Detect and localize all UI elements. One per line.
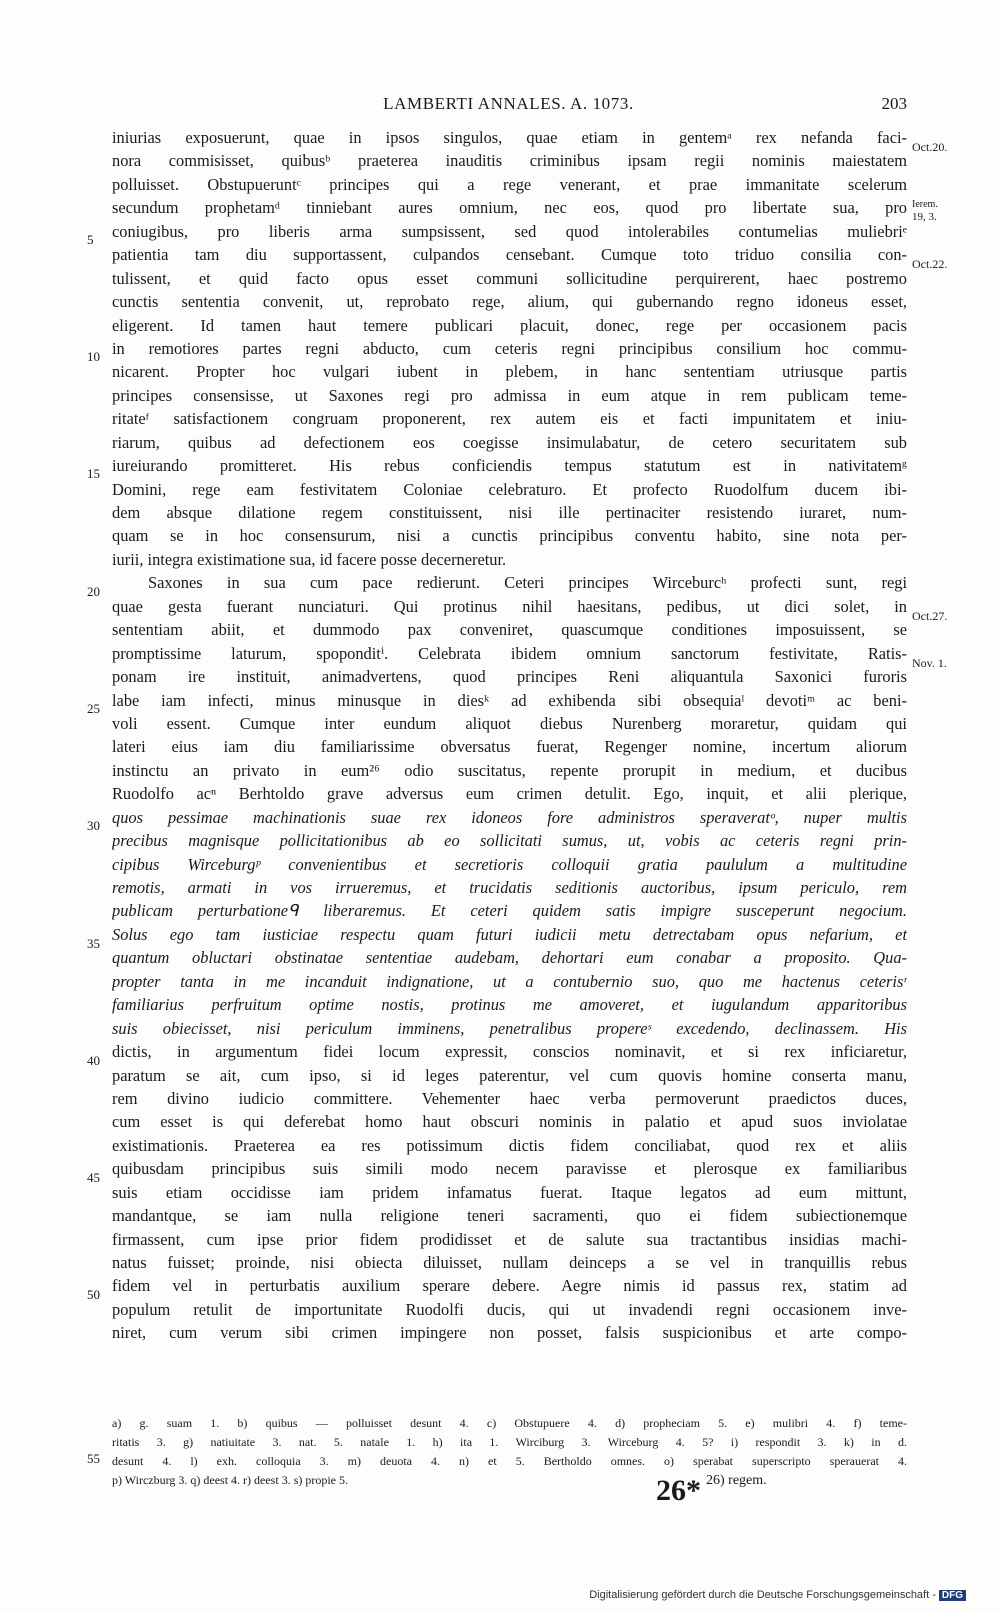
text-line: polluisset. Obstupueruntᶜ principes qui a rege venerant, et prae immanitate scelerum [112,174,907,194]
text-line: lateri eius iam diu familiarissime obversatus fuerat, Regenger nomine, incertum aliorum [112,737,907,757]
footnote-26: 26) regem. [706,1473,767,1488]
line-number: 40 [87,1053,100,1068]
line-number: 50 [87,1287,100,1302]
text-line: sententiam abiit, et dummodo pax conveniret, quascumque conditiones imposuissent, se [112,620,907,640]
text-line: labe iam infecti, minus minusque in diesᵏ ad exhibenda sibi obsequiaˡ devotiᵐ ac beni- [112,690,907,710]
footnote-line: ritatis 3. g) natiuitate 3. nat. 5. natale 1. h) ita 1. Wirciburg 3. Wirceburg 4. 5? i) respondit 3. k) in d. [112,1435,907,1449]
text-line: propter tanta in me incanduit indignatione, ut a contubernio suo, quo me hactenus ceterisʳ [112,971,907,991]
line-number: 20 [87,584,100,599]
text-line: suis etiam occidisse iam pridem infamatus fuerat. Itaque legatos ad eum mittunt, [112,1182,907,1202]
text-line: familiarius perfruitum optime nostis, protinus me amoveret, et iugulandum apparitoribus [112,995,907,1015]
line-number: 55 [87,1451,100,1466]
line-number: 30 [87,818,100,833]
text-line: quibusdam principibus suis simili modo necem paravisse et plerosque ex familiaribus [112,1159,907,1179]
text-line: cunctis sententia convenit, ut, reprobato rege, alium, qui gubernando regno idoneus esset, [112,292,907,312]
margin-date: Oct.20. [912,140,948,154]
text-line: dictis, in argumentum fidei locum expressit, conscios nominavit, et si rex inficiaretur, [112,1042,907,1062]
text-line: voli essent. Cumque inter eundum aliquot diebus Nurenberg moraretur, quidam qui [112,713,907,733]
text-line: Solus ego tam iusticiae respectu quam futuri iudicii metu detrectabam opus nefarium, et [112,924,907,944]
margin-date: Nov. 1. [912,656,947,670]
text-line: publicam perturbationeᑫ liberaremus. Et ceteri quidem satis impigre susceperunt negocium. [112,901,907,921]
text-line: suis obiecisset, nisi periculum imminens, penetralibus propereˢ excedendo, declinassem. His [112,1018,907,1038]
text-line: nicarent. Propter hoc vulgari iubent in plebem, in hanc sententiam utriusque partis [112,362,907,382]
credit-text: Digitalisierung gefördert durch die Deutsche Forschungsgemeinschaft - [589,1589,936,1601]
text-line: principes consensisse, ut Saxones regi pro admissa in eum atque in rem publicam teme- [112,385,907,405]
digitization-credit [589,1589,966,1601]
dfg-logo: DFG [939,1590,966,1601]
text-line: ponam ire instituit, animadvertens, quod principes Reni aliquantula Saxonici furoris [112,667,907,687]
text-line: eligerent. Id tamen haut temere publicari placuit, donec, rege per occasionem pacis [112,315,907,335]
line-number: 45 [87,1170,100,1185]
text-line: promptissime laturum, spoponditⁱ. Celebrata ibidem omnium sanctorum festivitate, Ratis- [112,643,907,663]
line-number: 25 [87,701,100,716]
text-line: quae gesta fuerant nunciaturi. Qui protinus nihil haesitans, pedibus, ut dici solet, in [112,596,907,616]
text-line: instinctu an privato in eum²⁶ odio suscitatus, repente prorupit in medium, et ducibus [112,760,907,780]
text-line: cum esset is qui deferebat homo haut obscuri nominis in palatio et apud suos inviolatae [112,1112,907,1132]
line-number: 5 [87,232,94,247]
running-title: LAMBERTI ANNALES. A. 1073. [383,94,634,113]
page-number: 203 [881,94,907,113]
footnote-line: desunt 4. l) exh. colloquia 3. m) deuota 4. n) et 5. Bertholdo omnes. o) sperabat superscripto sperauerat 4. [112,1454,907,1468]
text-line: ritateᶠ satisfactionem congruam proponerent, rex autem eis et facti impunitatem et iniu- [112,409,907,429]
running-header [110,94,907,118]
text-line: populum retulit de importunitate Ruodolfi ducis, qui ut invadendi regni occasionem inve- [112,1299,907,1319]
text-line: cipibus Wirceburgᵖ convenientibus et secretioris colloquii gratia paululum a multitudine [112,854,907,874]
footnotes [112,1414,907,1490]
main-text [112,126,907,1345]
text-line: coniugibus, pro liberis arma sumpsissent, sed quod intolerabiles contumelias muliebriᵉ [112,221,907,241]
text-line: precibus magnisque pollicitationibus ab eo sollicitati sumus, ut, vobis ac ceteris regni prin- [112,831,907,851]
text-line: patientia tam diu supportassent, culpandos censebant. Cumque toto triduo consilia con- [112,245,907,265]
signature-mark: 26* [656,1474,701,1507]
margin-date: Oct.27. [912,609,948,623]
text-line: rem divino iudicio committere. Vehementer haec verba permoverunt praedictos duces, [112,1088,907,1108]
line-number: 10 [87,349,100,364]
text-line: Ruodolfo acⁿ Berhtoldo grave adversus eum crimen detulit. Ego, inquit, et alii plerique, [112,784,907,804]
text-line: riarum, quibus ad defectionem eos coegisse insimulabatur, de cetero securitatem sub [112,432,907,452]
text-line: quos pessimae machinationis suae rex idoneos fore administros speraveratᵒ, nuper multis [112,807,907,827]
text-line: natus fuisset; proinde, nisi obiecta diluisset, nullam deinceps a se vel in tranquillis rebus [112,1253,907,1272]
text-line: quantum obluctari obstinatae sententiae audebam, dehortari eum conabar a proposito. Qua- [112,948,907,968]
text-line: in remotiores partes regni abducto, cum ceteris regni principibus consilium hoc commu- [112,338,907,358]
margin-date: Oct.22. [912,257,948,271]
text-line: niret, cum verum sibi crimen impingere non posset, falsis suspicionibus et arte compo- [112,1323,907,1343]
footnote-line: p) Wirczburg 3. q) deest 4. r) deest 3. s) propie 5. [112,1473,349,1487]
text-line: iureiurando promitteret. His rebus conficiendis tempus statutum est in nativitatemᵍ [112,456,907,476]
text-line: dem absque dilatione regem constituissent, nisi ille pertinaciter resistendo iuraret, num- [112,503,907,522]
text-line: mandantque, se iam nulla religione teneri sacramenti, quo ei fidem subiectionemque [112,1206,907,1226]
text-line: secundum prophetamᵈ tinniebant aures omnium, nec eos, quod pro libertate sua, pro [112,198,907,218]
margin-reference: 19, 3. [912,211,937,223]
text-line: nora commisisset, quibusᵇ praeterea inauditis criminibus ipsam regii nominis maiestatem [112,151,907,171]
text-line: quam se in hoc consensurum, nisi a cunctis principibus conventu habito, sine nota per- [112,526,907,546]
text-line: iniurias exposuerunt, quae in ipsos singulos, quae etiam in gentemᵃ rex nefanda faci- [112,128,907,147]
margin-reference: Ierem. [912,199,938,210]
text-line: fidem vel in perturbatis auxilium sperare debere. Aegre nimis id passus rex, statim ad [112,1276,907,1296]
text-line: Saxones in sua cum pace redierunt. Ceteri principes Wirceburcʰ profecti sunt, regi [148,573,907,593]
line-number: 35 [87,936,100,951]
footnote-line: a) g. suam 1. b) quibus — polluisset desunt 4. c) Obstupuere 4. d) propheciam 5. e) mulibri 4. f) teme- [112,1416,907,1430]
text-line: remotis, armati in vos irrueremus, et trucidatis seditionis auctoribus, ipsum periculo, rem [112,878,907,897]
line-number: 15 [87,466,100,481]
text-line: Domini, rege eam festivitatem Coloniae celebraturo. Et profecto Ruodolfum ducem ibi- [112,479,907,499]
text-line: paratum se ait, cum ipso, si id leges paterentur, vel cum quovis homine conserta manu, [112,1065,907,1085]
text-line: iurii, integra existimatione sua, id facere posse decerneretur. [112,549,507,569]
text-line: tulissent, et quid facto opus esset communi sollicitudine perquirerent, haec postremo [112,268,907,288]
text-line: existimationis. Praeterea ea res potissimum dictis fidem conciliabat, quod rex et aliis [112,1135,907,1155]
text-line: firmassent, cum ipse prior fidem prodidisset et de salute sua tractantibus insidias machi- [112,1229,907,1249]
